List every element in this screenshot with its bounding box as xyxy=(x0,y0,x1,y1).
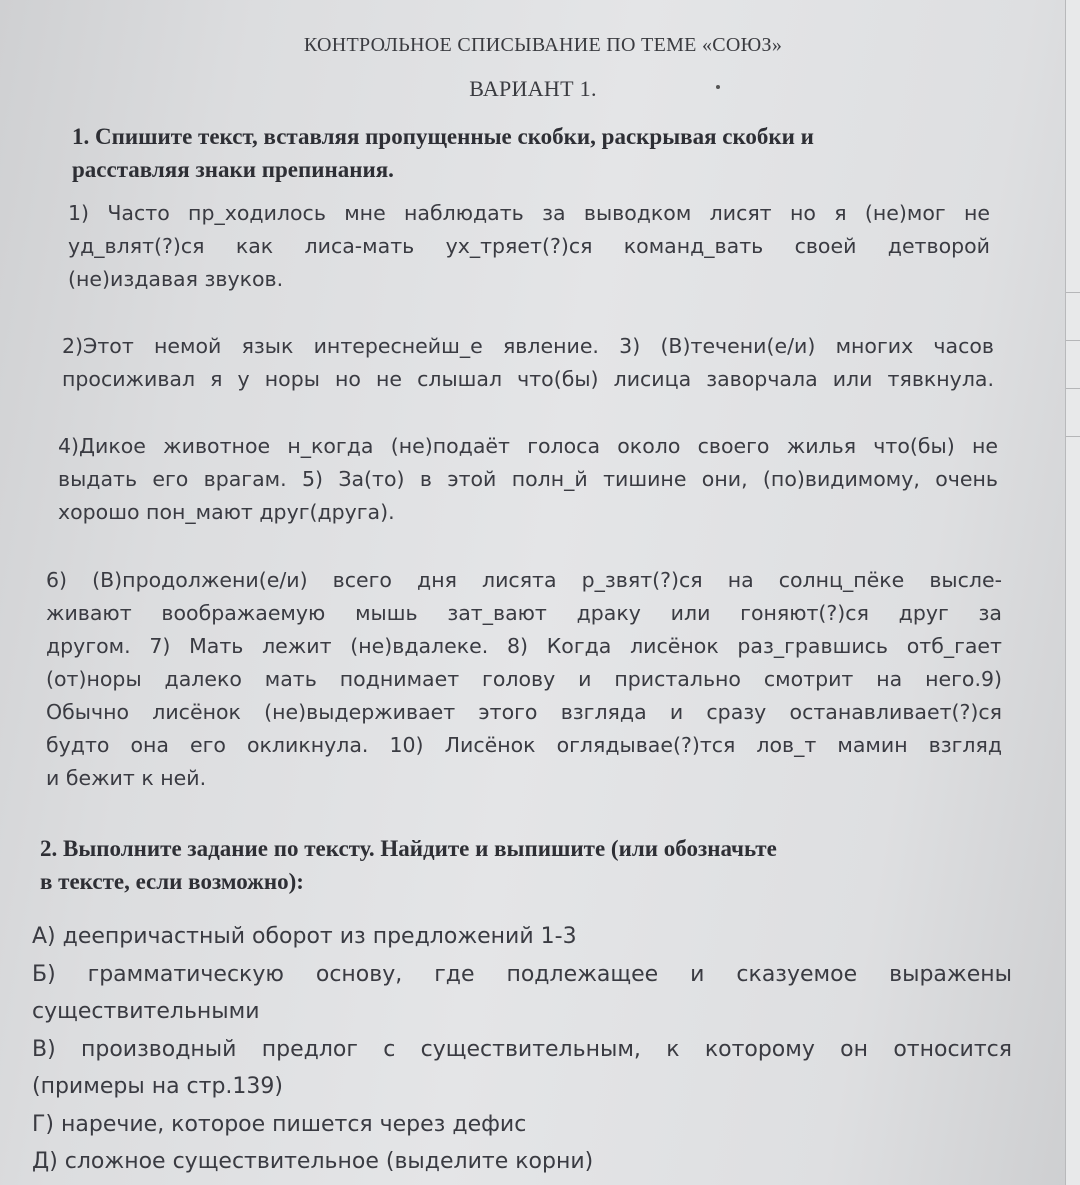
task-2-instruction xyxy=(40,832,1020,898)
text-line: выдать его врагам. 5) За(то) в этой полн_й тишине они, (по)видимому, очень xyxy=(58,467,998,491)
underlying-sheet-rule xyxy=(1066,436,1080,437)
text-line: будто она его окликнула. 10) Лисёнок оглядывае(?)тся лов_т мамин взгляд xyxy=(46,733,1002,757)
ink-speck xyxy=(716,85,720,89)
text-line: уд_влят(?)ся как лиса-мать ух_тряет(?)ся команд_вать своей детворой xyxy=(68,234,990,258)
text-line: живают воображаемую мышь зат_вают драку или гоняют(?)ся друг за xyxy=(46,601,1002,625)
underlying-sheet-rule xyxy=(1066,340,1080,341)
text-line: (не)издавая звуков. xyxy=(68,267,284,291)
task-2-instruction-line: 2. Выполните задание по тексту. Найдите и выпишите (или обозначьте xyxy=(40,836,777,861)
text-paragraph-2 xyxy=(62,330,994,396)
underlying-sheet-edge xyxy=(1065,0,1080,1185)
task-item-v: В) производный предлог с существительным, к которому он относится xyxy=(32,1036,1012,1062)
text-line: 1) Часто пр_ходилось мне наблюдать за выводком лисят но я (не)мог не xyxy=(68,201,990,225)
task-item-b-continued: существительными xyxy=(32,999,260,1024)
text-line: просиживал я у норы но не слышал что(бы) лисица заворчала или тявкнула. xyxy=(62,367,994,391)
underlying-sheet-rule xyxy=(1066,292,1080,293)
text-line: другом. 7) Мать лежит (не)вдалеке. 8) Когда лисёнок раз_гравшись отб_гает xyxy=(46,634,1002,658)
task-1-instruction-line: расставляя знаки препинания. xyxy=(72,157,394,182)
text-paragraph-4 xyxy=(46,564,1002,795)
text-line: 6) (В)продолжени(е/и) всего дня лисята р_звят(?)ся на солнц_пёке высле- xyxy=(46,568,1002,592)
text-paragraph-3 xyxy=(58,430,998,529)
task-1-instruction xyxy=(72,120,992,186)
text-line: и бежит к ней. xyxy=(46,766,207,790)
task-item-d: Д) сложное существительное (выделите корни) xyxy=(32,1149,594,1174)
task-1-instruction-line: 1. Спишите текст, вставляя пропущенные скобки, раскрывая скобки и xyxy=(72,124,814,149)
text-line: 4)Дикое животное н_когда (не)подаёт голоса около своего жилья что(бы) не xyxy=(58,434,998,458)
text-paragraph-1 xyxy=(68,197,990,296)
task-2-items xyxy=(32,918,1012,1181)
task-item-g: Г) наречие, которое пишется через дефис xyxy=(32,1111,527,1137)
text-line: (от)норы далеко мать поднимает голову и пристально смотрит на него.9) xyxy=(46,667,1002,691)
text-line: 2)Этот немой язык интереснейш_е явление. 3) (В)течени(е/и) многих часов xyxy=(62,334,994,358)
task-item-a: А) деепричастный оборот из предложений 1-3 xyxy=(32,924,577,949)
worksheet-title: КОНТРОЛЬНОЕ СПИСЫВАНИЕ ПО ТЕМЕ «СОЮЗ» xyxy=(303,34,783,56)
task-item-v-continued: (примеры на стр.139) xyxy=(32,1074,283,1099)
text-line: Обычно лисёнок (не)выдерживает этого взгляда и сразу останавливает(?)ся xyxy=(46,700,1002,724)
variant-label: ВАРИАНТ 1. xyxy=(469,76,597,101)
underlying-sheet-rule xyxy=(1066,388,1080,389)
task-2-instruction-line: в тексте, если возможно): xyxy=(40,869,304,894)
text-line: хорошо пон_мают друг(друга). xyxy=(58,500,395,524)
task-item-b: Б) грамматическую основу, где подлежащее и сказуемое выражены xyxy=(32,961,1012,987)
